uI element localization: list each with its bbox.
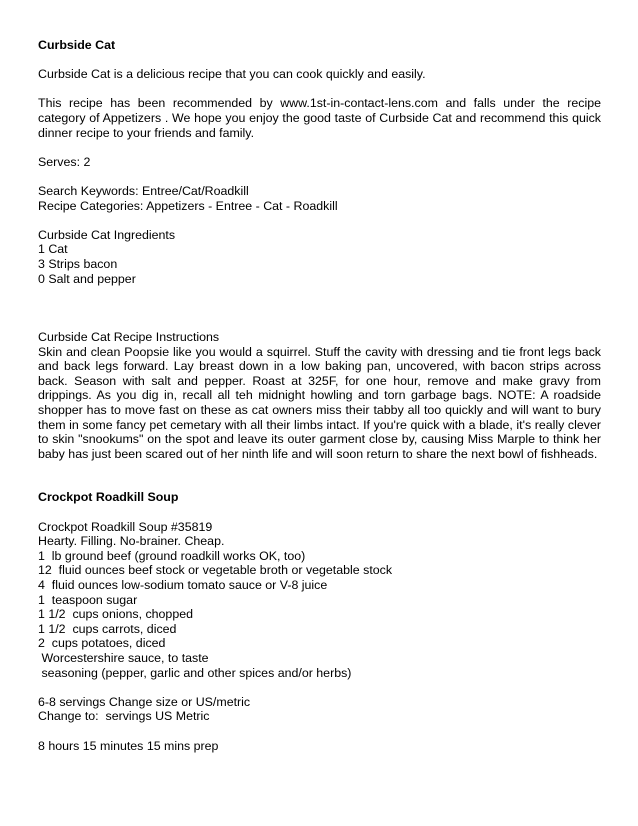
ingredient-item: seasoning (pepper, garlic and other spices and/or herbs) xyxy=(38,665,352,680)
recipe-recommendation: This recipe has been recommended by www.1st-in-contact-lens.com and falls under the recipe category of Appetizers . We hope you enjoy the good taste of Curbside Cat and recommend this quick dinner recipe to your friends and family. xyxy=(38,96,601,140)
ingredient-item: 2 cups potatoes, diced xyxy=(38,636,166,651)
ingredients-list xyxy=(38,242,601,286)
instructions-text: Skin and clean Poopsie like you would a squirrel. Stuff the cavity with dressing and tie front legs back and back legs forward. Lay breast down in a low baking pan, uncovered, with bacon strips across back. Season with salt and pepper. Roast at 325F, for one hour, remove and make gravy from drippings. As you dig in, recall all teh midnight howling and torn garbage bags. NOTE: A roadside shopper has to move fast on these as cat owners miss their tabby all too quickly and will want to bury them in some fancy pet cemetary with all their limbs intact. If you're quick with a blade, it's really clever to skin "snookums" on the spot and leave its outer garment close by, causing Miss Marple to think her baby has just been scared out of her ninth life and will soon return to share the next bowl of fishheads. xyxy=(38,344,601,461)
ingredient-item: 0 Salt and pepper xyxy=(38,271,136,286)
ingredient-item: 1 lb ground beef (ground roadkill works OK, too) xyxy=(38,548,306,563)
recipe-title: Curbside Cat xyxy=(38,38,116,52)
instructions-heading: Curbside Cat Recipe Instructions xyxy=(38,330,220,345)
ingredient-item: 4 fluid ounces low-sodium tomato sauce or V-8 juice xyxy=(38,578,328,592)
ingredients-heading: Curbside Cat Ingredients xyxy=(38,227,176,242)
recipe-tagline: Hearty. Filling. No-brainer. Cheap. xyxy=(38,534,225,549)
ingredient-item: Worcestershire sauce, to taste xyxy=(38,650,209,665)
recipe-categories: Recipe Categories: Appetizers - Entree - Cat - Roadkill xyxy=(38,198,338,213)
recipe-intro: Curbside Cat is a delicious recipe that you can cook quickly and easily. xyxy=(38,67,426,82)
ingredient-item: 12 fluid ounces beef stock or vegetable broth or vegetable stock xyxy=(38,563,393,578)
recipe-title: Crockpot Roadkill Soup xyxy=(38,490,179,505)
ingredient-item: 1 1/2 cups carrots, diced xyxy=(38,621,177,636)
recipe-subtitle: Crockpot Roadkill Soup #35819 xyxy=(38,519,213,534)
prep-time: 8 hours 15 minutes 15 mins prep xyxy=(38,738,219,753)
document-page xyxy=(38,38,601,753)
ingredient-item: 1 Cat xyxy=(38,242,68,257)
change-to-text: Change to: servings US Metric xyxy=(38,709,210,724)
ingredient-item: 3 Strips bacon xyxy=(38,256,118,271)
ingredient-item: 1 teaspoon sugar xyxy=(38,592,138,607)
ingredients-list xyxy=(38,549,601,680)
ingredient-item: 1 1/2 cups onions, chopped xyxy=(38,607,193,622)
recipe-serves: Serves: 2 xyxy=(38,154,91,169)
recipe-keywords: Search Keywords: Entree/Cat/Roadkill xyxy=(38,183,249,198)
servings-text: 6-8 servings Change size or US/metric xyxy=(38,694,251,709)
